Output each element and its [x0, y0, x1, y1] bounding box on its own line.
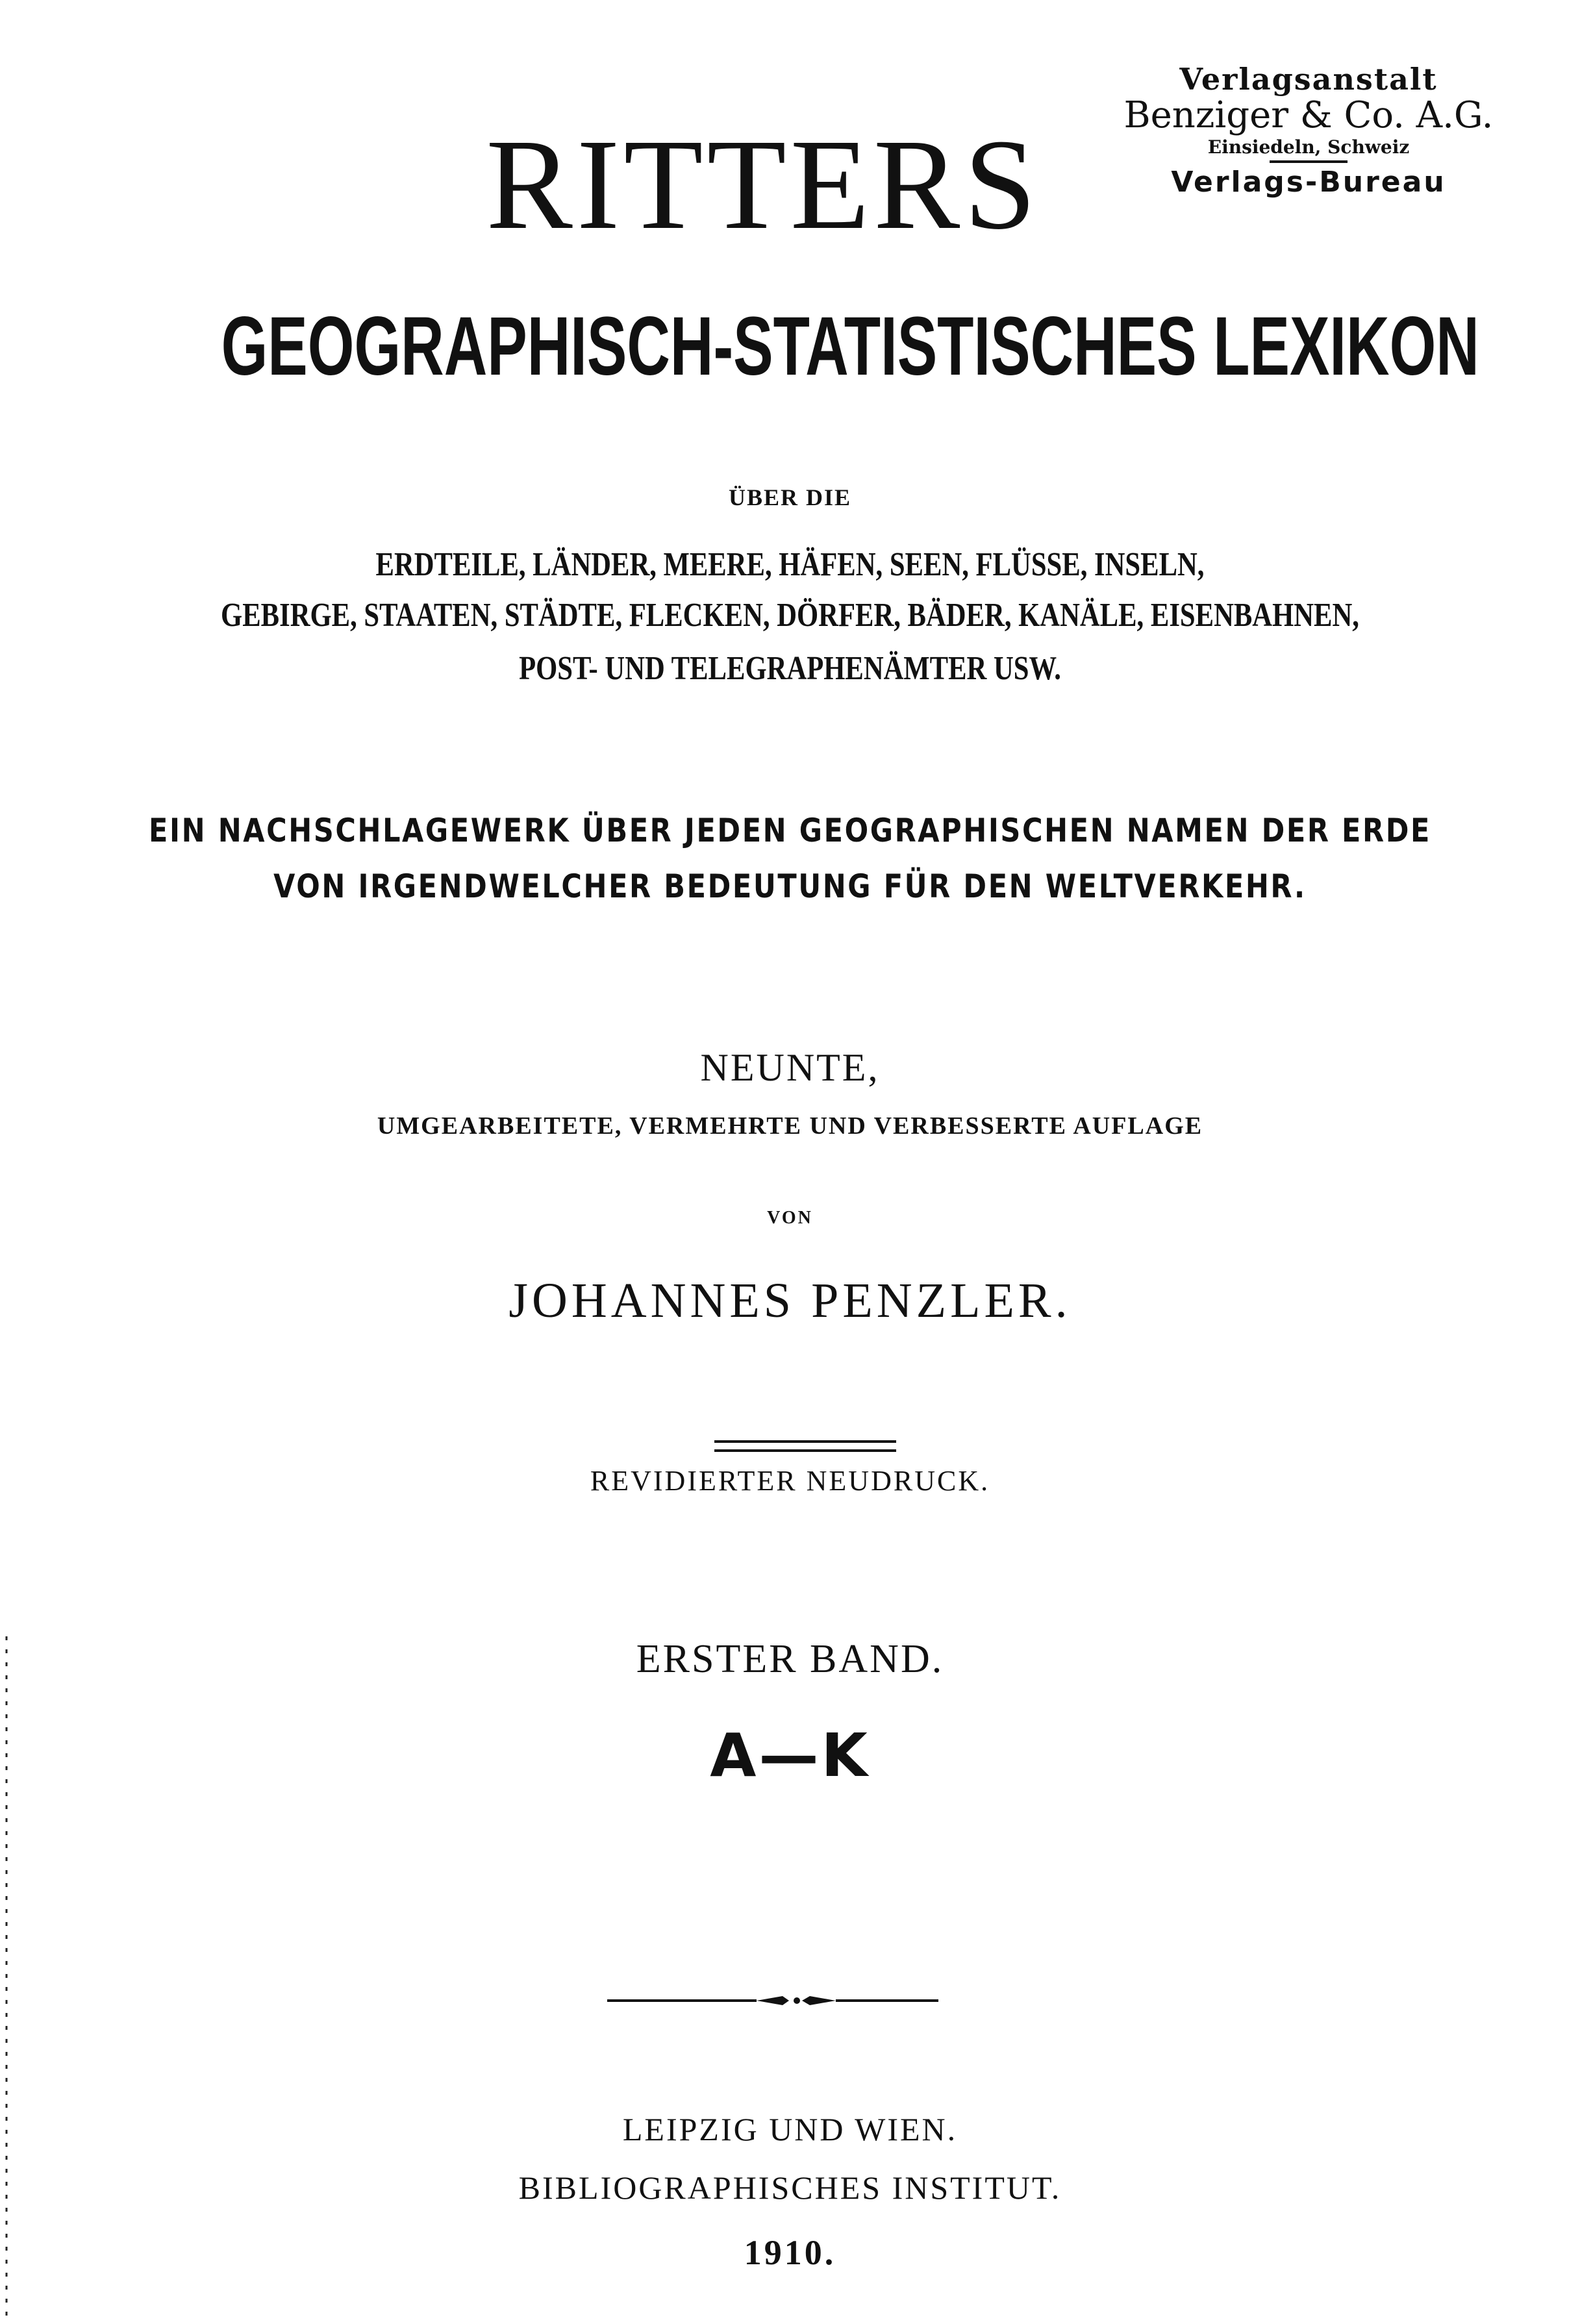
volume-range: A—K: [710, 1721, 870, 1790]
stamp-line-1: Verlagsanstalt: [1179, 62, 1438, 97]
author-name: JOHANNES PENZLER.: [508, 1273, 1072, 1328]
scan-edge-marks: [0, 1636, 13, 2324]
stamp-divider: [1270, 160, 1348, 163]
imprint-year: 1910.: [744, 2233, 836, 2272]
divider-short-1: [714, 1440, 896, 1443]
ornament-divider: [607, 1991, 938, 2010]
book-title: RITTERS: [486, 113, 1040, 256]
topics-line-3: POST- UND TELEGRAPHENÄMTER USW.: [519, 650, 1061, 687]
description-line-2: VON IRGENDWELCHER BEDEUTUNG FÜR DEN WELTVERKEHR.: [273, 868, 1307, 905]
divider-short-2: [714, 1449, 896, 1452]
edition-number: NEUNTE,: [700, 1046, 880, 1089]
topics-line-1: ERDTEILE, LÄNDER, MEERE, HÄFEN, SEEN, FLÜSSE, INSELN,: [375, 546, 1205, 583]
stamp-line-2: Benziger & Co. A.G.: [1123, 94, 1494, 136]
book-subtitle: GEOGRAPHISCH-STATISTISCHES LEXIKON: [221, 300, 1479, 393]
imprint-place: LEIPZIG UND WIEN.: [622, 2111, 958, 2147]
description-line-1: EIN NACHSCHLAGEWERK ÜBER JEDEN GEOGRAPHISCHEN NAMEN DER ERDE: [149, 812, 1431, 849]
volume-label: ERSTER BAND.: [636, 1637, 944, 1681]
imprint-publisher: BIBLIOGRAPHISCHES INSTITUT.: [518, 2169, 1062, 2206]
von-label: VON: [767, 1208, 813, 1228]
topics-line-2: GEBIRGE, STAATEN, STÄDTE, FLECKEN, DÖRFER, BÄDER, KANÄLE, EISENBAHNEN,: [221, 597, 1359, 634]
reprint-label: REVIDIERTER NEUDRUCK.: [590, 1465, 990, 1497]
edition-description: UMGEARBEITETE, VERMEHRTE UND VERBESSERTE AUFLAGE: [377, 1112, 1203, 1140]
publisher-stamp: [1097, 62, 1520, 199]
stamp-line-4: Verlags-Bureau: [1171, 166, 1446, 199]
ueber-die-label: ÜBER DIE: [728, 484, 852, 510]
stamp-line-3: Einsiedeln, Schweiz: [1207, 136, 1410, 158]
